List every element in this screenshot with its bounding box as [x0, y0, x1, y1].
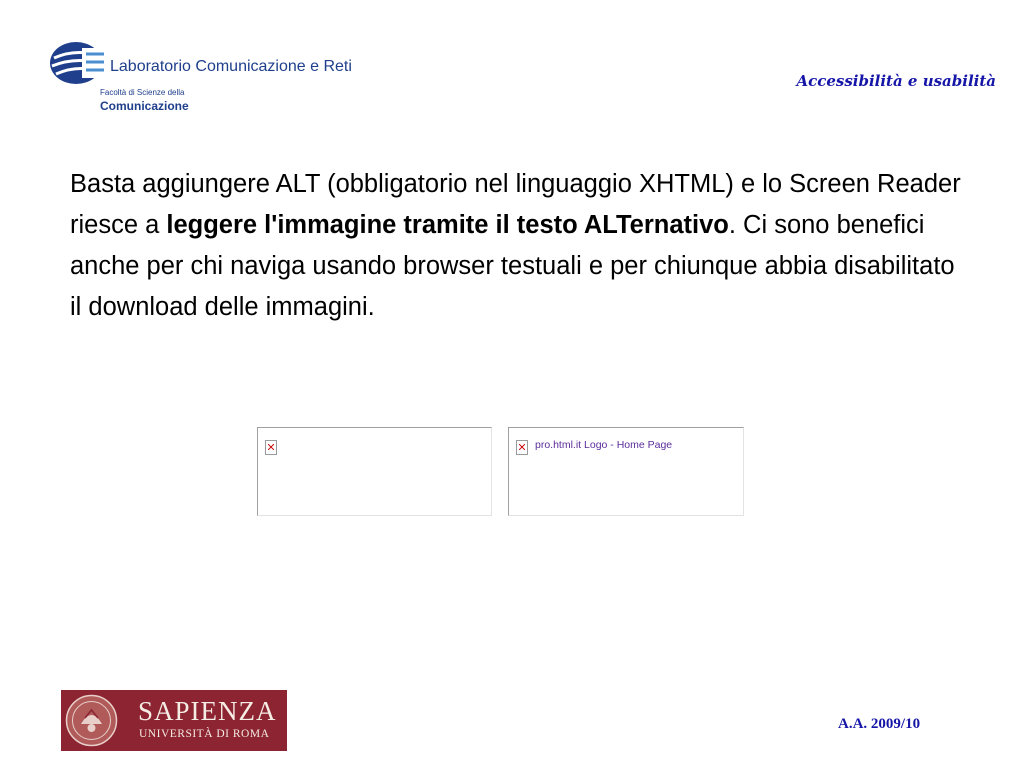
faculty-line1: Facoltà di Scienze della: [100, 88, 185, 97]
body-text-part1: Basta aggiungere ALT (obbligatorio nel linguaggio XHTML) e lo Screen Reader riesce a: [70, 170, 961, 239]
faculty-line2: Comunicazione: [100, 99, 189, 113]
sapienza-logo: [61, 690, 287, 751]
section-title: Accessibilità e usabilità: [796, 72, 996, 90]
broken-image-icon: [516, 440, 528, 455]
university-subtitle: UNIVERSITÀ DI ROMA: [139, 728, 270, 740]
alt-text: pro.html.it Logo - Home Page: [535, 439, 673, 451]
lab-logo: [48, 40, 448, 120]
broken-image-with-alt: [508, 427, 744, 516]
academic-year: A.A. 2009/10: [838, 716, 921, 732]
body-text-bold: leggere l'immagine tramite il testo ALTernativo: [166, 211, 729, 239]
university-name: SAPIENZA: [138, 696, 277, 726]
body-paragraph: [70, 164, 970, 328]
lab-name: Laboratorio Comunicazione e Reti: [110, 58, 352, 75]
broken-image-icon: [265, 440, 277, 455]
university-seal-icon: [65, 694, 118, 747]
body-text-part2: . Ci sono benefici anche per chi naviga usando browser testuali e per chiunque abbia disabilitato il download delle immagini.: [70, 211, 955, 321]
globe-logo-icon: [48, 40, 108, 86]
broken-image-without-alt: [257, 427, 492, 516]
